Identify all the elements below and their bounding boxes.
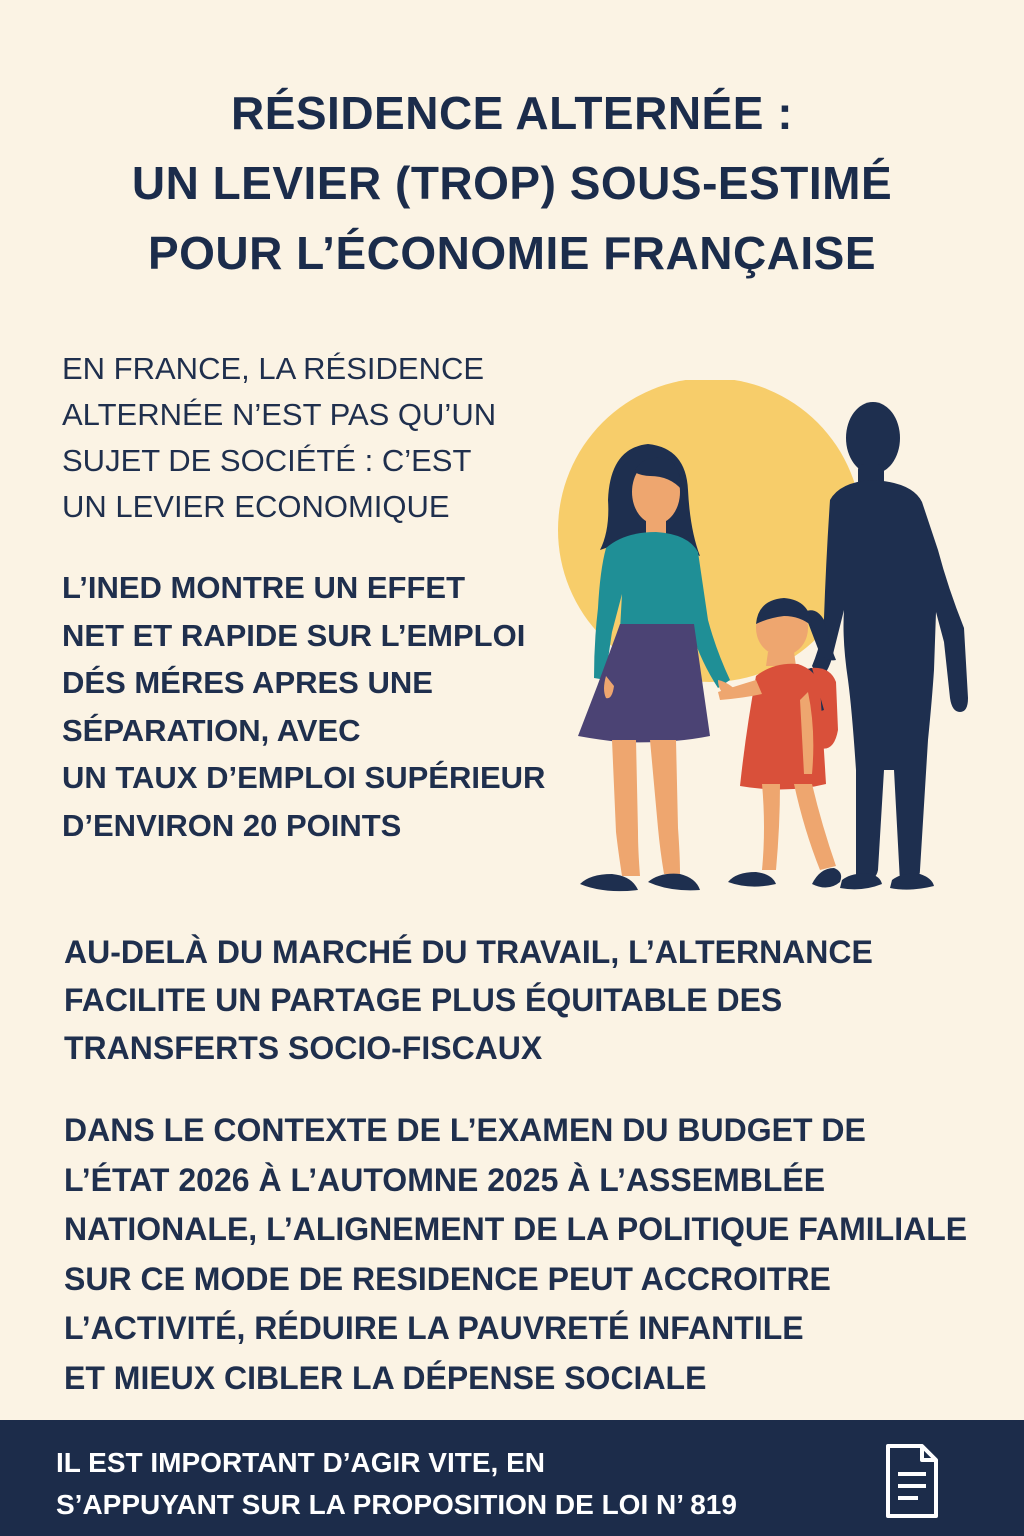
page-title [30, 78, 994, 288]
ined-line: DÉS MÉRES APRES UNE [62, 665, 433, 700]
ined-line: L’INED MONTRE UN EFFET [62, 570, 465, 605]
footer-text [56, 1442, 737, 1526]
transfers-line: AU-DELÀ DU MARCHÉ DU TRAVAIL, L’ALTERNANCE [64, 934, 873, 970]
budget-line: L’ACTIVITÉ, RÉDUIRE LA PAUVRETÉ INFANTILE [64, 1310, 804, 1346]
transfers-line: TRANSFERTS SOCIO-FISCAUX [64, 1030, 543, 1066]
budget-line: ET MIEUX CIBLER LA DÉPENSE SOCIALE [64, 1359, 707, 1396]
budget-line: NATIONALE, L’ALIGNEMENT DE LA POLITIQUE FAMILIALE [64, 1211, 968, 1247]
document-icon [884, 1442, 940, 1520]
intro-line: UN LEVIER ECONOMIQUE [62, 489, 450, 524]
family-illustration [540, 380, 980, 900]
budget-line: L’ÉTAT 2026 À L’AUTOMNE 2025 À L’ASSEMBLÉE [64, 1161, 826, 1198]
intro-paragraph [62, 346, 496, 530]
footer-line-2: S’APPUYANT SUR LA PROPOSITION DE LOI N’ 819 [56, 1489, 737, 1520]
ined-line: NET ET RAPIDE SUR L’EMPLOI [62, 617, 526, 653]
transfers-paragraph [64, 928, 873, 1072]
intro-line: ALTERNÉE N’EST PAS QU’UN [62, 397, 497, 432]
ined-line: UN TAUX D’EMPLOI SUPÉRIEUR [62, 760, 546, 795]
intro-line: SUJET DE SOCIÉTÉ : C’EST [62, 443, 472, 478]
budget-line: SUR CE MODE DE RESIDENCE PEUT ACCROITRE [64, 1260, 831, 1297]
transfers-line: FACILITE UN PARTAGE PLUS ÉQUITABLE DES [64, 982, 783, 1018]
ined-paragraph [62, 564, 545, 849]
ined-line: D’ENVIRON 20 POINTS [62, 807, 402, 843]
footer-banner [0, 1420, 1024, 1536]
title-line-2: UN LEVIER (TROP) SOUS-ESTIMÉ [131, 157, 893, 209]
ined-line: SÉPARATION, AVEC [62, 712, 361, 748]
title-line-1: RÉSIDENCE ALTERNÉE : [230, 87, 794, 139]
budget-line: DANS LE CONTEXTE DE L’EXAMEN DU BUDGET DE [64, 1112, 866, 1148]
intro-line: EN FRANCE, LA RÉSIDENCE [62, 351, 485, 386]
title-line-3: POUR L’ÉCONOMIE FRANÇAISE [147, 227, 877, 279]
budget-paragraph [64, 1106, 967, 1403]
footer-line-1: IL EST IMPORTANT D’AGIR VITE, EN [56, 1447, 545, 1478]
